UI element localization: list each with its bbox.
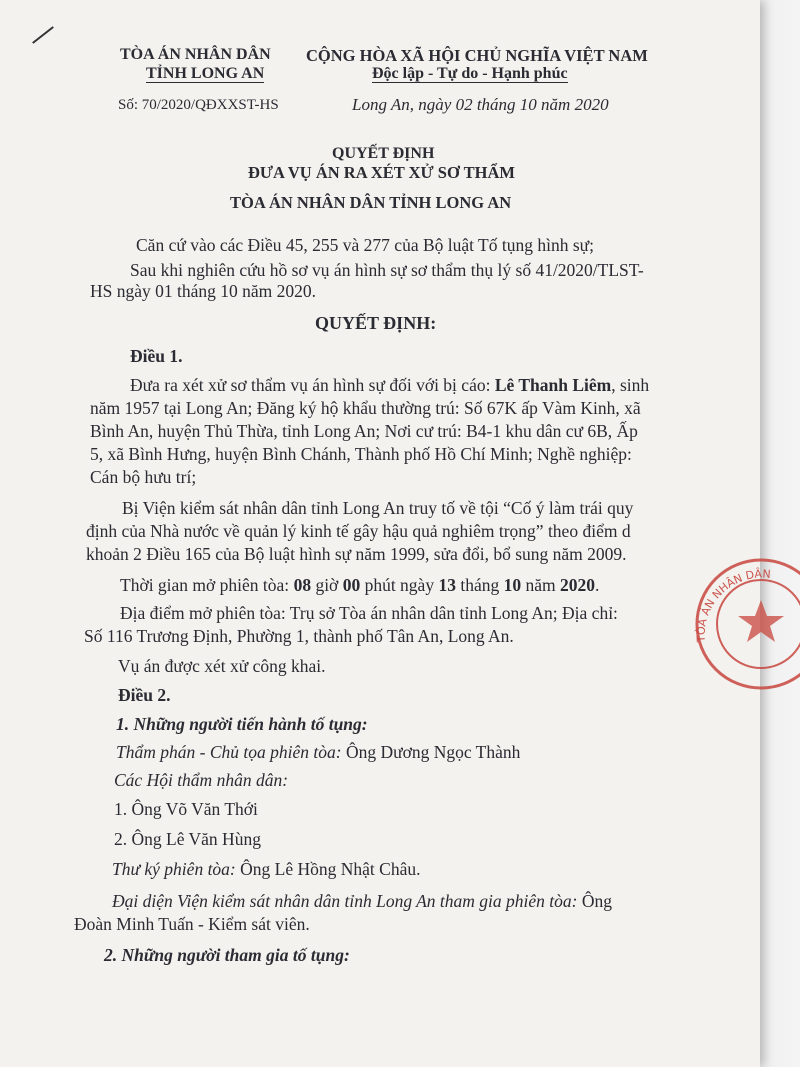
procurator-line2: Đoàn Minh Tuấn - Kiểm sát viên.	[74, 914, 310, 934]
presiding-judge: Thẩm phán - Chủ tọa phiên tòa: Ông Dương Ngọc Thành	[116, 742, 521, 762]
section-proceeding-persons: 1. Những người tiến hành tố tụng:	[116, 714, 368, 734]
court-name-line2: TỈNH LONG AN	[146, 65, 265, 82]
venue-line2: Số 116 Trương Định, Phường 1, thành phố Tân An, Long An.	[84, 626, 514, 646]
procurator-line1: Đại diện Viện kiểm sát nhân dân tỉnh Long An tham gia phiên tòa: Ông	[112, 891, 613, 911]
court-seal-stamp	[683, 552, 800, 692]
defendant-line1: Đưa ra xét xử sơ thẩm vụ án hình sự đối với bị cáo: Lê Thanh Liêm, sinh	[130, 375, 650, 395]
hearing-time: Thời gian mở phiên tòa: 08 giờ 00 phút ngày 13 tháng 10 năm 2020.	[120, 575, 600, 595]
court-clerk: Thư ký phiên tòa: Ông Lê Hồng Nhật Châu.	[112, 859, 421, 879]
decision-heading: QUYẾT ĐỊNH:	[315, 313, 437, 333]
document-subtitle: ĐƯA VỤ ÁN RA XÉT XỬ SƠ THẨM	[248, 163, 515, 182]
article-1-heading: Điều 1.	[130, 346, 183, 366]
document-title: QUYẾT ĐỊNH	[332, 145, 435, 162]
case-study-line2: HS ngày 01 tháng 10 năm 2020.	[90, 281, 317, 301]
assessors-label: Các Hội thẩm nhân dân:	[114, 770, 289, 790]
article-2-heading: Điều 2.	[118, 685, 171, 705]
charge-line1: Bị Viện kiểm sát nhân dân tỉnh Long An truy tố về tội “Cố ý làm trái quy	[122, 498, 634, 518]
assessor-1: 1. Ông Võ Văn Thới	[114, 799, 258, 819]
place-date: Long An, ngày 02 tháng 10 năm 2020	[352, 95, 609, 114]
issuing-court: TÒA ÁN NHÂN DÂN TỈNH LONG AN	[230, 193, 512, 212]
defendant-line4: 5, xã Bình Hưng, huyện Bình Chánh, Thành phố Hồ Chí Minh; Nghề nghiệp:	[90, 444, 632, 464]
seal-star-emblem	[738, 600, 784, 642]
case-study-line1: Sau khi nghiên cứu hồ sơ vụ án hình sự sơ thẩm thụ lý số 41/2020/TLST-	[130, 260, 644, 280]
defendant-name: Lê Thanh Liêm	[494, 375, 612, 395]
defendant-line3: Bình An, huyện Thủ Thừa, tỉnh Long An; Nơi cư trú: B4-1 khu dân cư 6B, Ấp	[90, 421, 638, 441]
document-number: Số: 70/2020/QĐXXST-HS	[118, 97, 279, 113]
defendant-line5: Cán bộ hưu trí;	[90, 467, 197, 487]
seal-ring-text: TÒA ÁN NHÂN DÂN	[694, 567, 772, 643]
public-hearing-note: Vụ án được xét xử công khai.	[118, 656, 326, 676]
motto: Độc lập - Tự do - Hạnh phúc	[372, 65, 568, 82]
pen-mark	[32, 26, 54, 44]
charge-line3: khoản 2 Điều 165 của Bộ luật hình sự năm 1999, sửa đổi, bổ sung năm 2009.	[86, 544, 627, 564]
republic-name: CỘNG HÒA XÃ HỘI CHỦ NGHĨA VIỆT NAM	[306, 46, 648, 65]
charge-line2: định của Nhà nước về quản lý kinh tế gây hậu quả nghiêm trọng” theo điểm d	[86, 521, 631, 541]
assessor-2: 2. Ông Lê Văn Hùng	[114, 829, 261, 849]
defendant-line2: năm 1957 tại Long An; Đăng ký hộ khẩu thường trú: Số 67K ấp Vàm Kinh, xã	[90, 398, 641, 418]
section-participants: 2. Những người tham gia tố tụng:	[104, 945, 350, 965]
legal-basis: Căn cứ vào các Điều 45, 255 và 277 của Bộ luật Tố tụng hình sự;	[136, 235, 594, 255]
venue-line1: Địa điểm mở phiên tòa: Trụ sở Tòa án nhân dân tỉnh Long An; Địa chỉ:	[120, 603, 618, 623]
court-name-line1: TÒA ÁN NHÂN DÂN	[120, 46, 271, 63]
